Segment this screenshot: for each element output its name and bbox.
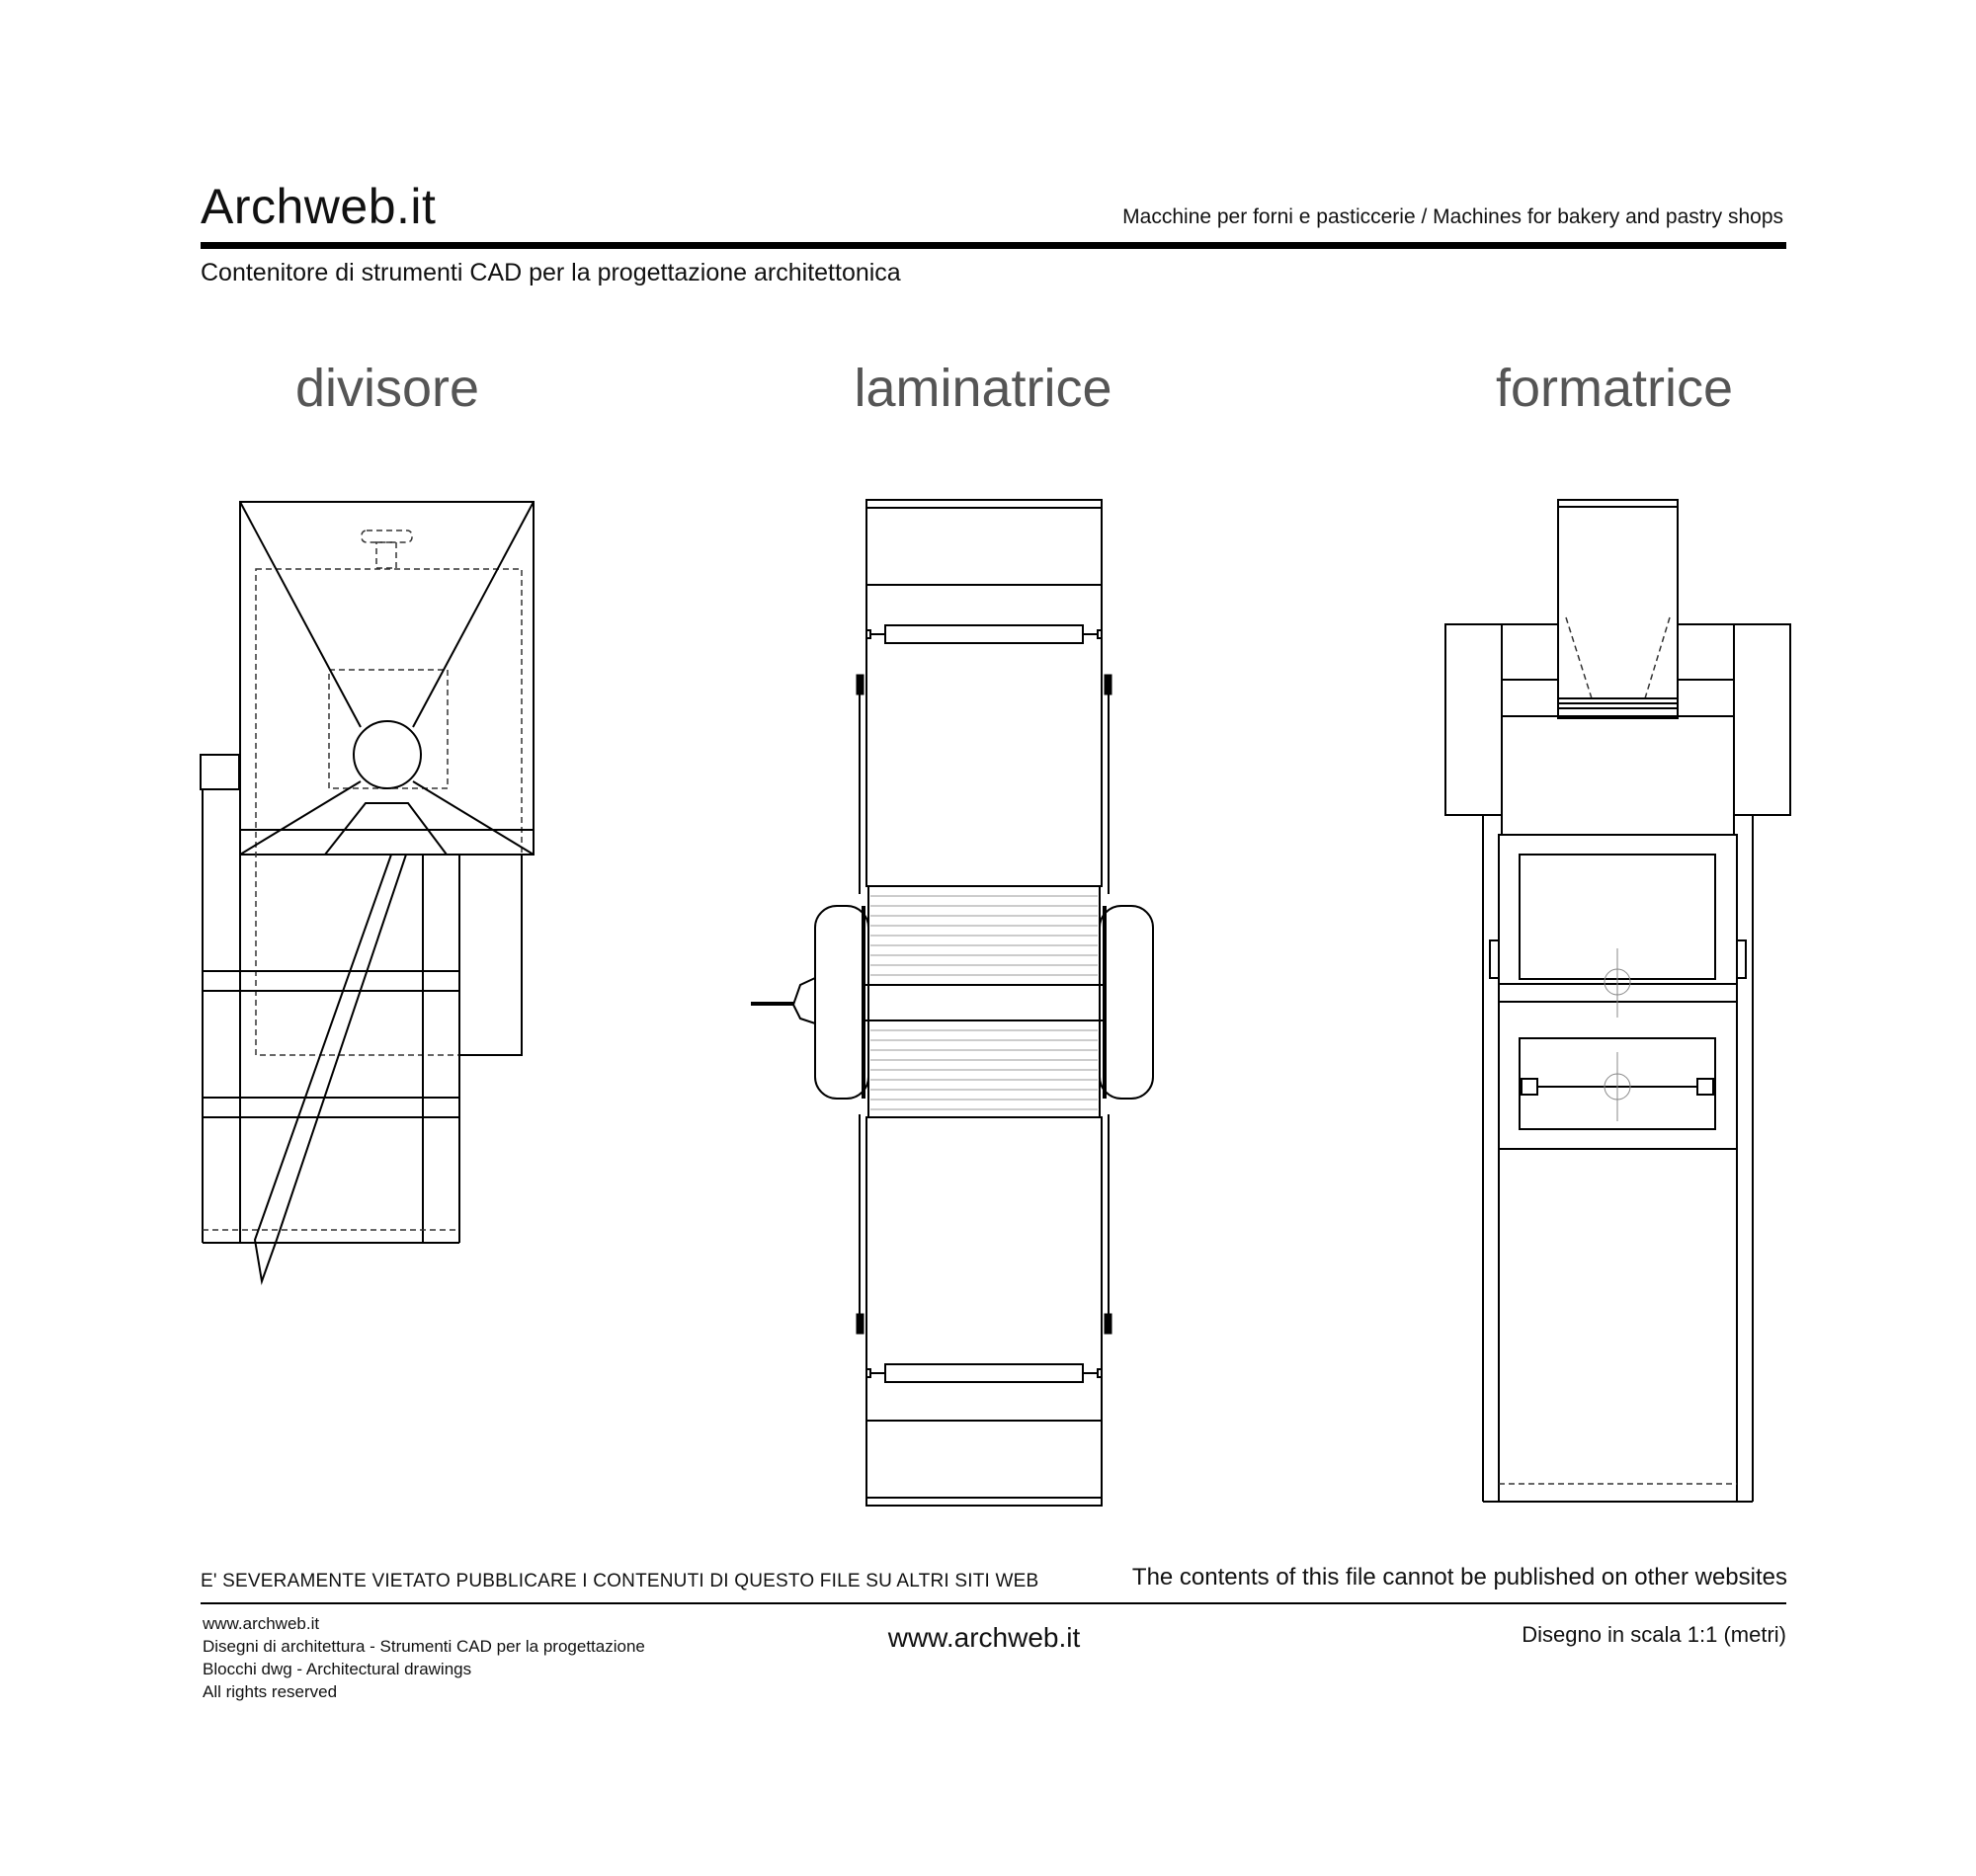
roller-texture <box>870 896 1098 1109</box>
drawing-formatrice <box>1445 500 1790 1502</box>
title-laminatrice: laminatrice <box>854 359 1112 418</box>
title-formatrice: formatrice <box>1495 359 1734 418</box>
footer-line: All rights reserved <box>203 1682 338 1701</box>
footer-divider <box>201 1602 1786 1604</box>
title-divisore: divisore <box>294 359 480 418</box>
drawing-divisore <box>201 502 534 1281</box>
category-label: Macchine per forni e pasticcerie / Machines for bakery and pastry shops <box>1122 205 1783 228</box>
footer-info <box>203 1612 645 1703</box>
brand-logo-text: Archweb.it <box>201 179 437 234</box>
scale-note: Disegno in scala 1:1 (metri) <box>1522 1622 1786 1647</box>
footer-line: Disegni di architettura - Strumenti CAD per la progettazione <box>203 1637 645 1656</box>
copyright-notice-italian: E' SEVERAMENTE VIETATO PUBBLICARE I CONTENUTI DI QUESTO FILE SU ALTRI SITI WEB <box>201 1571 1039 1591</box>
subtitle: Contenitore di strumenti CAD per la progettazione architettonica <box>201 259 901 286</box>
footer-line: Blocchi dwg - Architectural drawings <box>203 1660 472 1678</box>
footer-website: www.archweb.it <box>887 1622 1081 1653</box>
copyright-notice-english: The contents of this file cannot be published on other websites <box>1131 1564 1787 1591</box>
footer-line: www.archweb.it <box>203 1614 320 1633</box>
drawing-laminatrice <box>751 500 1153 1506</box>
